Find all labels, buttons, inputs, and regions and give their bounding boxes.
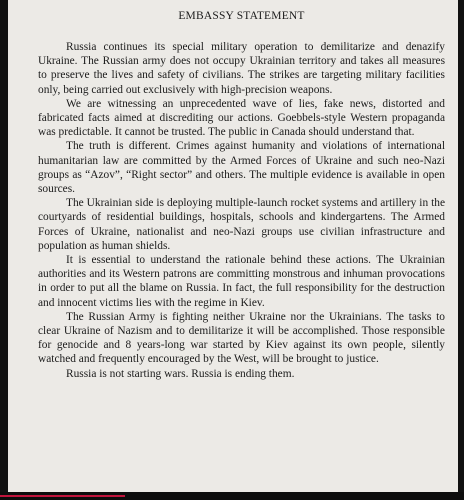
paragraph-5: It is essential to understand the rationale behind these actions. The Ukrainian authorities and its Western patrons are committing monstrous and inhuman provocations in order to put all the blame on Russia. In fact, the full responsibility for the destruction and innocent victims lies with the regime in Kiev. (38, 254, 445, 309)
video-control-bar[interactable] (0, 492, 464, 500)
paragraph-3: The truth is different. Crimes against humanity and violations of international humanitarian law are committed by the Armed Forces of Ukraine and such neo-Nazi groups as “Azov”, “Right sector” and others. The multiple evidence is available in open sources. (38, 140, 445, 196)
video-progress-bar[interactable] (0, 495, 125, 497)
paragraph-7: Russia is not starting wars. Russia is ending them. (66, 367, 295, 380)
paragraph-2: We are witnessing an unprecedented wave of lies, fake news, distorted and fabricated facts aimed at discrediting our actions. Goebbels-style Western propaganda was predictable. It cannot be trusted. The public in Canada should understand that. (38, 97, 445, 139)
right-edge-shadow (458, 0, 464, 500)
paragraph-6: The Russian Army is fighting neither Ukraine nor the Ukrainians. The tasks to clear Ukraine of Nazism and to demilitarize it will be accomplished. Those responsible for genocide and 8 years-long war started by Kiev against its own people, silently watched and frequently encouraged by the West, will be brought to justice. (38, 310, 445, 366)
paragraph-1: Russia continues its special military operation to demilitarize and denazify Ukraine. The Russian army does not occupy Ukrainian territory and takes all measures to preserve the lives and safety of civilians. The strikes are targeting military facilities only, being carried out exclusively with high-precision weapons. (38, 41, 445, 96)
paragraph-4: The Ukrainian side is deploying multiple-launch rocket systems and artillery in the courtyards of residential buildings, hospitals, schools and kindergartens. The Armed Forces of Ukraine, nationalist and neo-Nazi groups use civilian infrastructure and population as human shields. (38, 197, 445, 252)
document-title: EMBASSY STATEMENT (178, 10, 305, 22)
document-page (8, 0, 458, 492)
